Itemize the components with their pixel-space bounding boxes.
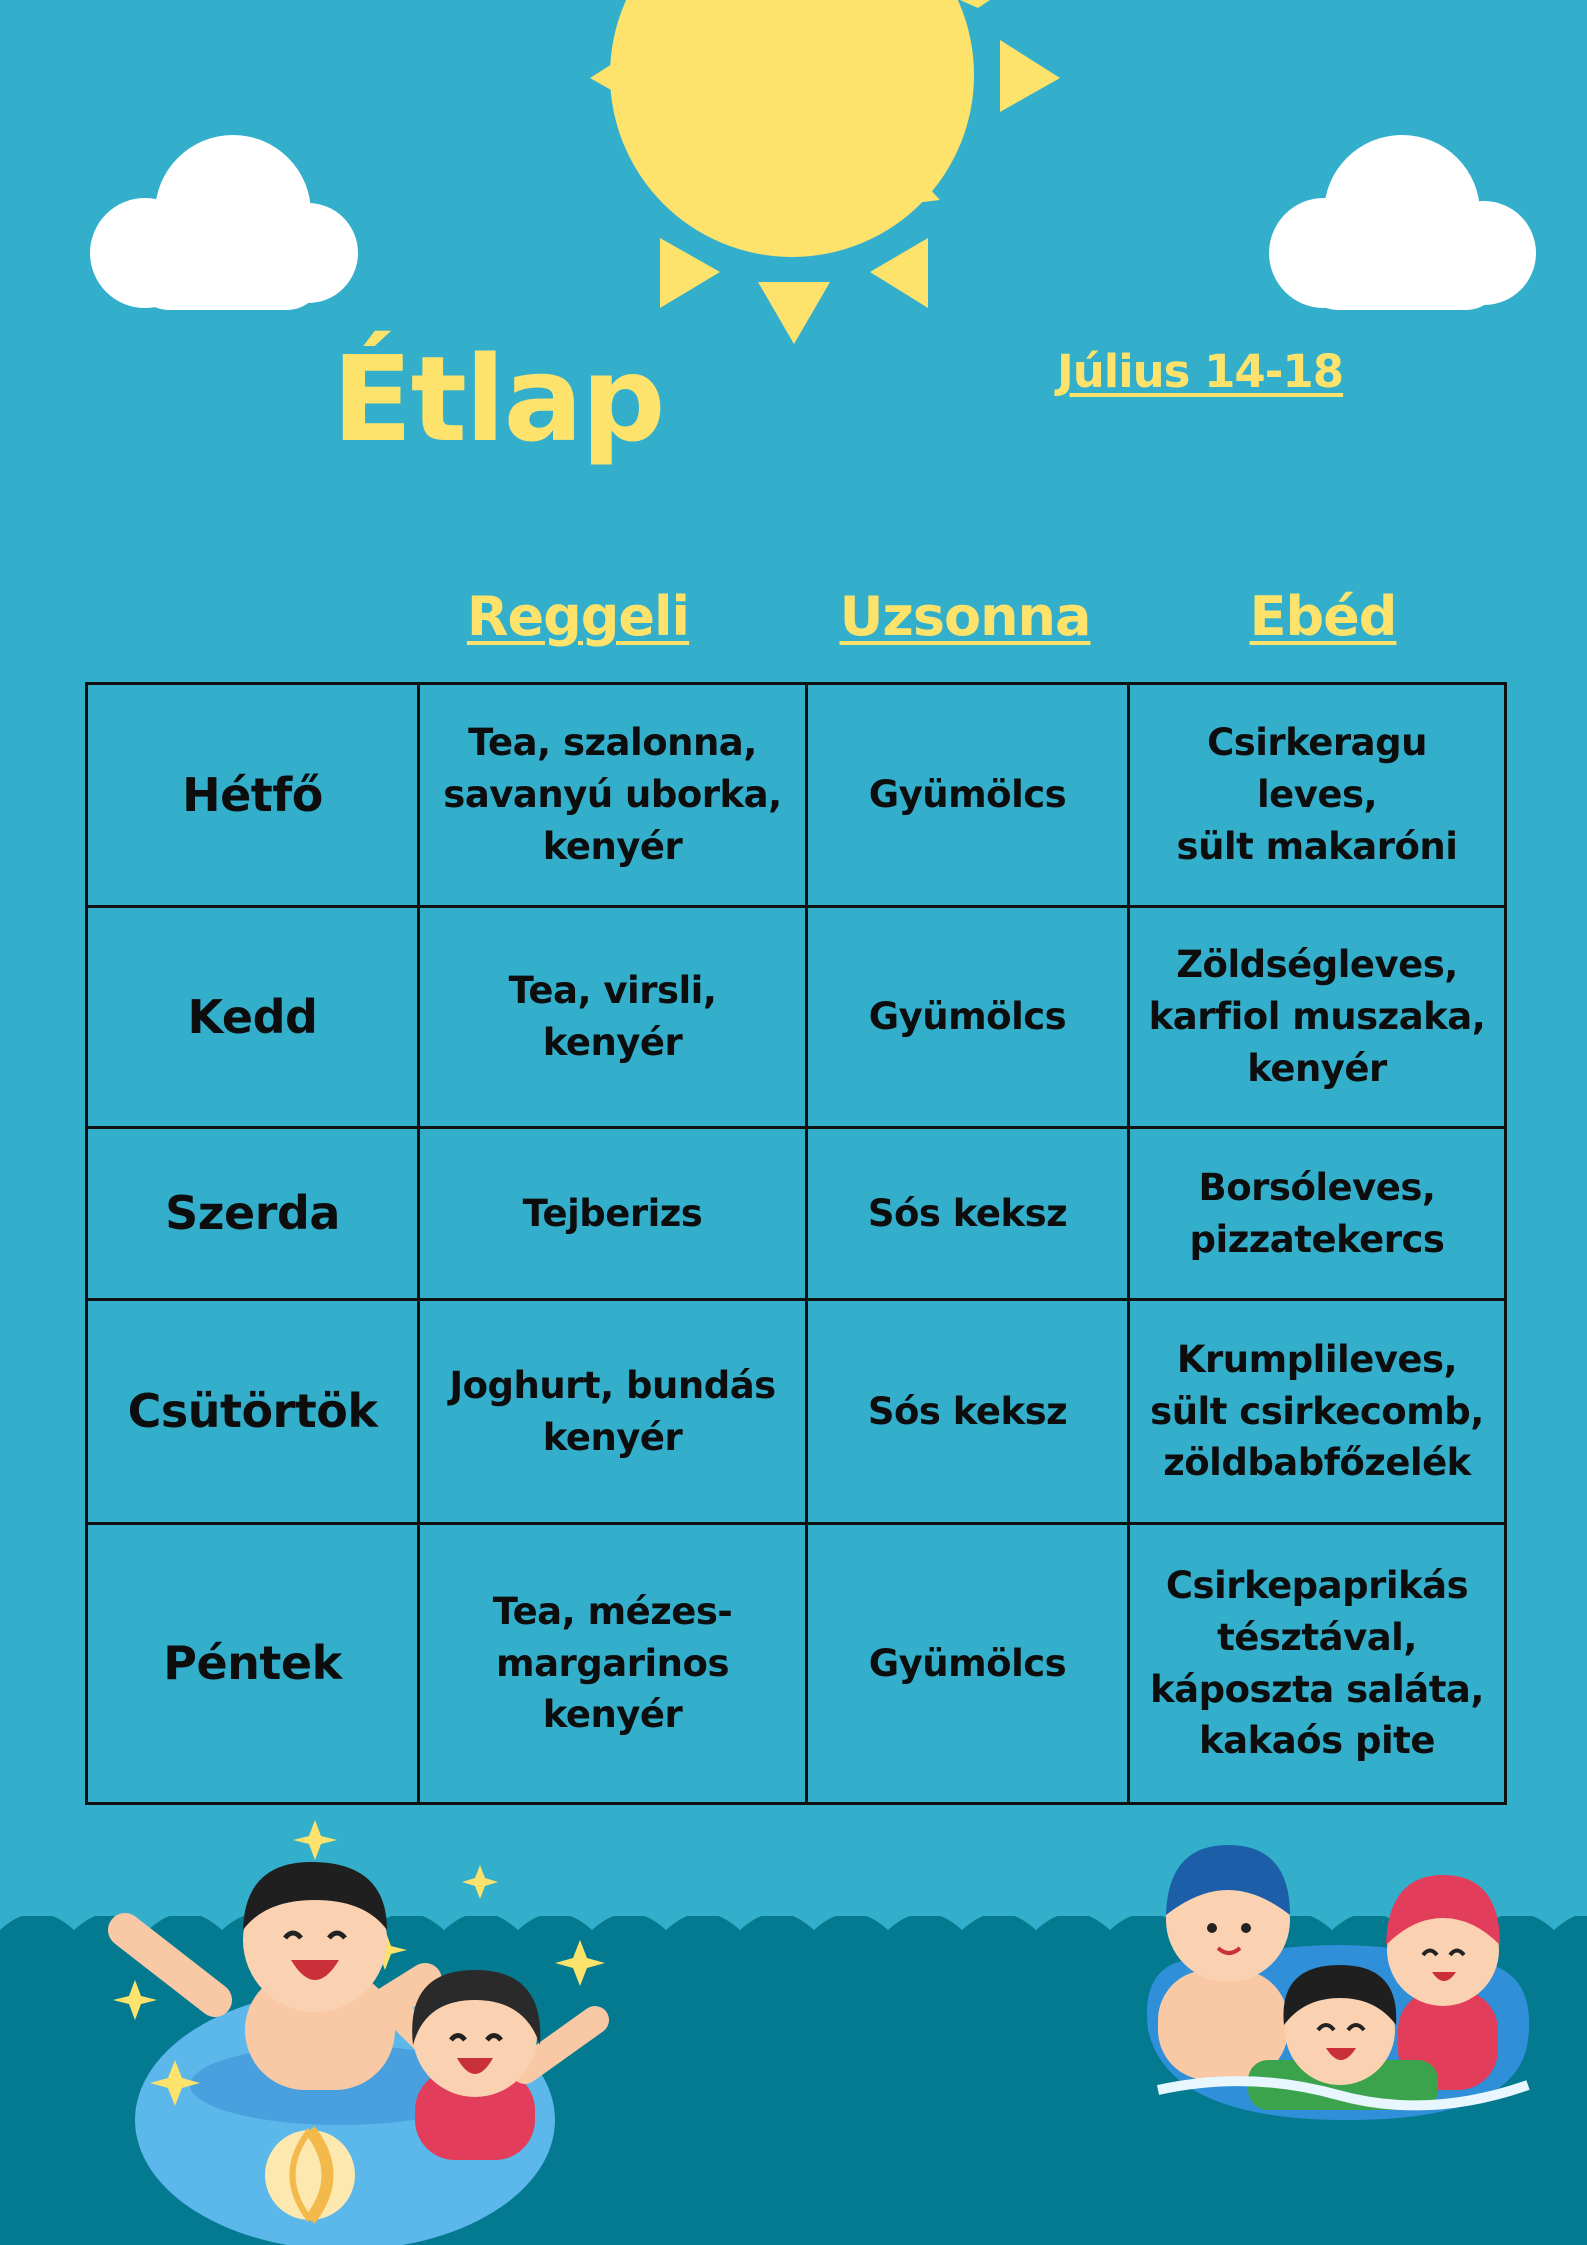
day-label: Kedd bbox=[187, 989, 318, 1044]
ebed-text: Borsóleves, pizzatekercs bbox=[1189, 1165, 1445, 1261]
reggeli-text: Tea, mézes- margarinos kenyér bbox=[492, 1589, 733, 1737]
day-label: Csütörtök bbox=[127, 1384, 378, 1439]
ebed-cell bbox=[1129, 907, 1506, 1128]
ebed-text: Krumplileves, sült csirkecomb, zöldbabfőzelék bbox=[1150, 1337, 1484, 1485]
ebed-cell bbox=[1129, 1300, 1506, 1524]
ebed-text: Csirkeragu leves, sült makaróni bbox=[1176, 721, 1458, 868]
table-row bbox=[87, 907, 1506, 1128]
family-swimming-illustration bbox=[1128, 1820, 1548, 2140]
table-row bbox=[87, 1524, 1506, 1804]
reggeli-text: Tea, virsli, kenyér bbox=[508, 969, 717, 1064]
sun-icon bbox=[520, 0, 1070, 350]
day-cell bbox=[87, 1524, 419, 1804]
reggeli-text: Joghurt, bundás kenyér bbox=[449, 1363, 776, 1459]
ebed-cell bbox=[1129, 1128, 1506, 1300]
day-cell bbox=[87, 684, 419, 907]
ebed-text: Zöldségleves, karfiol muszaka, kenyér bbox=[1148, 943, 1486, 1090]
cloud-left-icon bbox=[83, 128, 360, 313]
column-header-uzsonna: Uzsonna bbox=[839, 585, 1091, 648]
reggeli-cell bbox=[419, 1128, 807, 1300]
cloud-right-icon bbox=[1262, 128, 1539, 313]
column-header-reggeli: Reggeli bbox=[466, 585, 690, 648]
reggeli-cell bbox=[419, 1300, 807, 1524]
reggeli-cell bbox=[419, 907, 807, 1128]
uzsonna-text: Gyümölcs bbox=[868, 995, 1067, 1039]
reggeli-text: Tejberizs bbox=[522, 1191, 703, 1235]
uzsonna-cell bbox=[807, 1128, 1129, 1300]
column-header-ebed: Ebéd bbox=[1249, 585, 1397, 648]
day-label: Péntek bbox=[163, 1636, 342, 1691]
menu-table bbox=[85, 682, 1507, 1805]
day-cell bbox=[87, 907, 419, 1128]
ebed-cell bbox=[1129, 1524, 1506, 1804]
ebed-text: Csirkepaprikás tésztával, káposzta saláta, kakaós pite bbox=[1150, 1563, 1484, 1763]
table-row bbox=[87, 1128, 1506, 1300]
uzsonna-cell bbox=[807, 907, 1129, 1128]
day-cell bbox=[87, 1300, 419, 1524]
reggeli-cell bbox=[419, 684, 807, 907]
ebed-cell bbox=[1129, 684, 1506, 907]
table-row bbox=[87, 1300, 1506, 1524]
day-label: Hétfő bbox=[182, 767, 323, 822]
uzsonna-text: Gyümölcs bbox=[868, 1641, 1067, 1685]
reggeli-cell bbox=[419, 1524, 807, 1804]
kids-splashing-illustration bbox=[95, 1820, 625, 2245]
date-range: Július 14-18 bbox=[1057, 345, 1344, 398]
table-row bbox=[87, 684, 1506, 907]
day-label: Szerda bbox=[165, 1186, 340, 1241]
uzsonna-cell bbox=[807, 684, 1129, 907]
uzsonna-cell bbox=[807, 1300, 1129, 1524]
reggeli-text: Tea, szalonna, savanyú uborka, kenyér bbox=[443, 721, 782, 868]
uzsonna-text: Sós keksz bbox=[867, 1389, 1068, 1433]
day-cell bbox=[87, 1128, 419, 1300]
uzsonna-text: Sós keksz bbox=[867, 1191, 1068, 1235]
uzsonna-text: Gyümölcs bbox=[868, 773, 1067, 817]
uzsonna-cell bbox=[807, 1524, 1129, 1804]
page-title: Étlap bbox=[332, 330, 664, 468]
